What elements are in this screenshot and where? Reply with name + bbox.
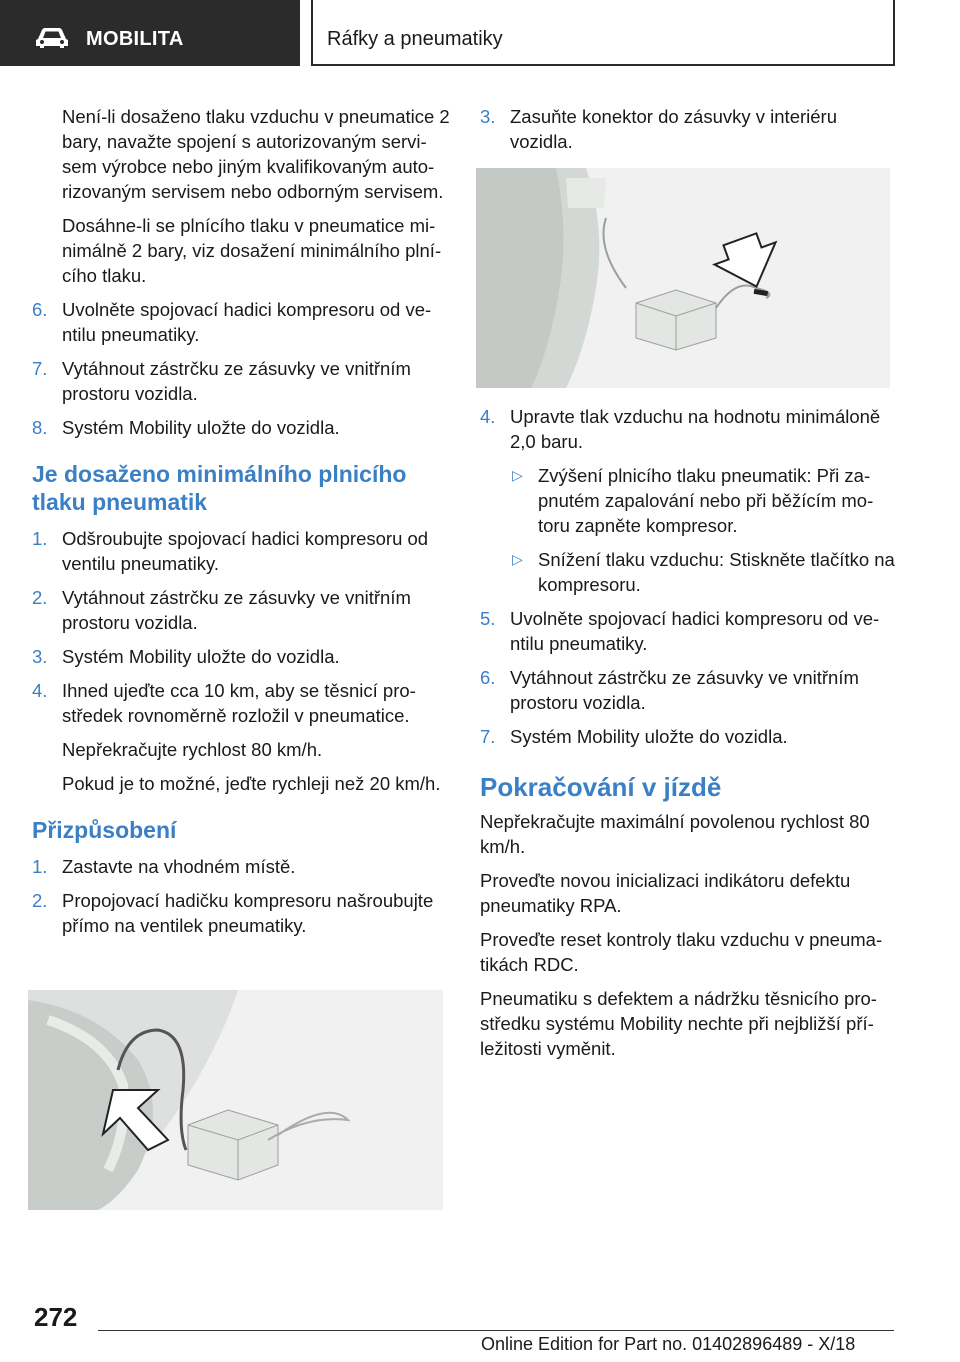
chapter-tab (311, 0, 895, 66)
compressor-valve-illustration (28, 990, 443, 1210)
body-paragraph: Proveďte reset kontroly tlaku vzduchu v pneumatikách RDC. (480, 929, 883, 975)
bullet-text: Zvýšení plnicího tlaku pneumatik: Při zapnutém zapalování nebo při běžícím motoru zapněte kompresor. (538, 465, 874, 536)
step-number: 5. (480, 608, 496, 629)
list-bullet (480, 463, 898, 538)
step-number: 1. (32, 528, 48, 549)
car-icon (34, 27, 70, 49)
list-item (480, 404, 898, 454)
list-item (32, 678, 450, 796)
triangle-bullet-icon: ▷ (512, 467, 523, 483)
list-item (480, 724, 898, 749)
step-number: 6. (32, 299, 48, 320)
step-text: Upravte tlak vzduchu na hodnotu minimáloně 2,0 baru. (510, 406, 881, 452)
step-text: Vytáhnout zástrčku ze zásuvky ve vnitřním prostoru vozidla. (62, 358, 411, 404)
right-column (480, 104, 898, 1070)
body-paragraph: Nepřekračujte maximální povolenou rychlost 80 km/h. (480, 811, 870, 857)
step-text: Ihned ujeďte cca 10 km, aby se těsnicí prostředek rovnoměrně rozložil v pneumatice. (62, 680, 416, 726)
step-number: 7. (480, 726, 496, 747)
step-note: Pokud je to možné, jeďte rychleji než 20 km/h. (62, 773, 441, 794)
list-item (32, 854, 450, 879)
step-number: 3. (32, 646, 48, 667)
step-number: 7. (32, 358, 48, 379)
step-note: Nepřekračujte rychlost 80 km/h. (62, 739, 323, 760)
list-item (32, 585, 450, 635)
step-number: 1. (32, 856, 48, 877)
body-paragraph: Pneumatiku s defektem a nádržku těsnicího prostředku systému Mobility nechte při nejbližší příležitosti vyměnit. (480, 988, 877, 1059)
step-number: 4. (32, 680, 48, 701)
step-text: Vytáhnout zástrčku ze zásuvky ve vnitřním prostoru vozidla. (62, 587, 411, 633)
step-text: Systém Mobility uložte do vozidla. (62, 417, 340, 438)
list-item (480, 606, 898, 656)
list-bullet (480, 547, 898, 597)
section-heading: Přizpůsobení (32, 817, 177, 843)
step-number: 4. (480, 406, 496, 427)
footer-divider (98, 1330, 894, 1331)
bullet-text: Snížení tlaku vzduchu: Stiskněte tlačítko na kompresoru. (538, 549, 895, 595)
step-number: 2. (32, 890, 48, 911)
list-item (32, 888, 450, 938)
step-text: Propojovací hadičku kompresoru našroubujte přímo na ventilek pneumatiky. (62, 890, 434, 936)
step-text: Vytáhnout zástrčku ze zásuvky ve vnitřním prostoru vozidla. (510, 667, 859, 713)
section-title: MOBILITA (86, 28, 184, 50)
triangle-bullet-icon: ▷ (512, 551, 523, 567)
intro-paragraph: Dosáhne-li se plnícího tlaku v pneumatice minimálně 2 bary, viz dosažení minimálního plnícího tlaku. (62, 215, 442, 286)
step-number: 2. (32, 587, 48, 608)
step-text: Systém Mobility uložte do vozidla. (510, 726, 788, 747)
list-item (480, 104, 898, 154)
step-text: Zastavte na vhodném místě. (62, 856, 296, 877)
socket-connector-illustration (476, 168, 890, 388)
step-text: Uvolněte spojovací hadici kompresoru od ventilu pneumatiky. (62, 299, 432, 345)
step-text: Systém Mobility uložte do vozidla. (62, 646, 340, 667)
left-column (32, 104, 450, 947)
list-item (32, 415, 450, 440)
step-number: 3. (480, 106, 496, 127)
step-text: Odšroubujte spojovací hadici kompresoru od ventilu pneumatiky. (62, 528, 429, 574)
section-heading: Pokračování v jízdě (480, 772, 722, 802)
footer-text: Online Edition for Part no. 01402896489 - X/18 (481, 1334, 856, 1354)
section-tab (0, 0, 300, 66)
page-number: 272 (34, 1302, 78, 1332)
step-text: Zasuňte konektor do zásuvky v interiéru vozidla. (510, 106, 837, 152)
list-item (32, 526, 450, 576)
list-item (32, 297, 450, 347)
list-item (32, 356, 450, 406)
chapter-title: Ráfky a pneumatiky (327, 28, 503, 50)
step-number: 8. (32, 417, 48, 438)
section-heading: Je dosaženo minimálního plnicího tlaku pneumatik (32, 461, 407, 515)
intro-paragraph: Není-li dosaženo tlaku vzduchu v pneumatice 2 bary, navažte spojení s autorizovaným servisem výrobce nebo jiným kvalifikovaným autorizovaným servisem nebo odborným servisem. (62, 106, 450, 202)
step-text: Uvolněte spojovací hadici kompresoru od ventilu pneumatiky. (510, 608, 880, 654)
list-item (32, 644, 450, 669)
body-paragraph: Proveďte novou inicializaci indikátoru defektu pneumatiky RPA. (480, 870, 851, 916)
step-number: 6. (480, 667, 496, 688)
list-item (480, 665, 898, 715)
